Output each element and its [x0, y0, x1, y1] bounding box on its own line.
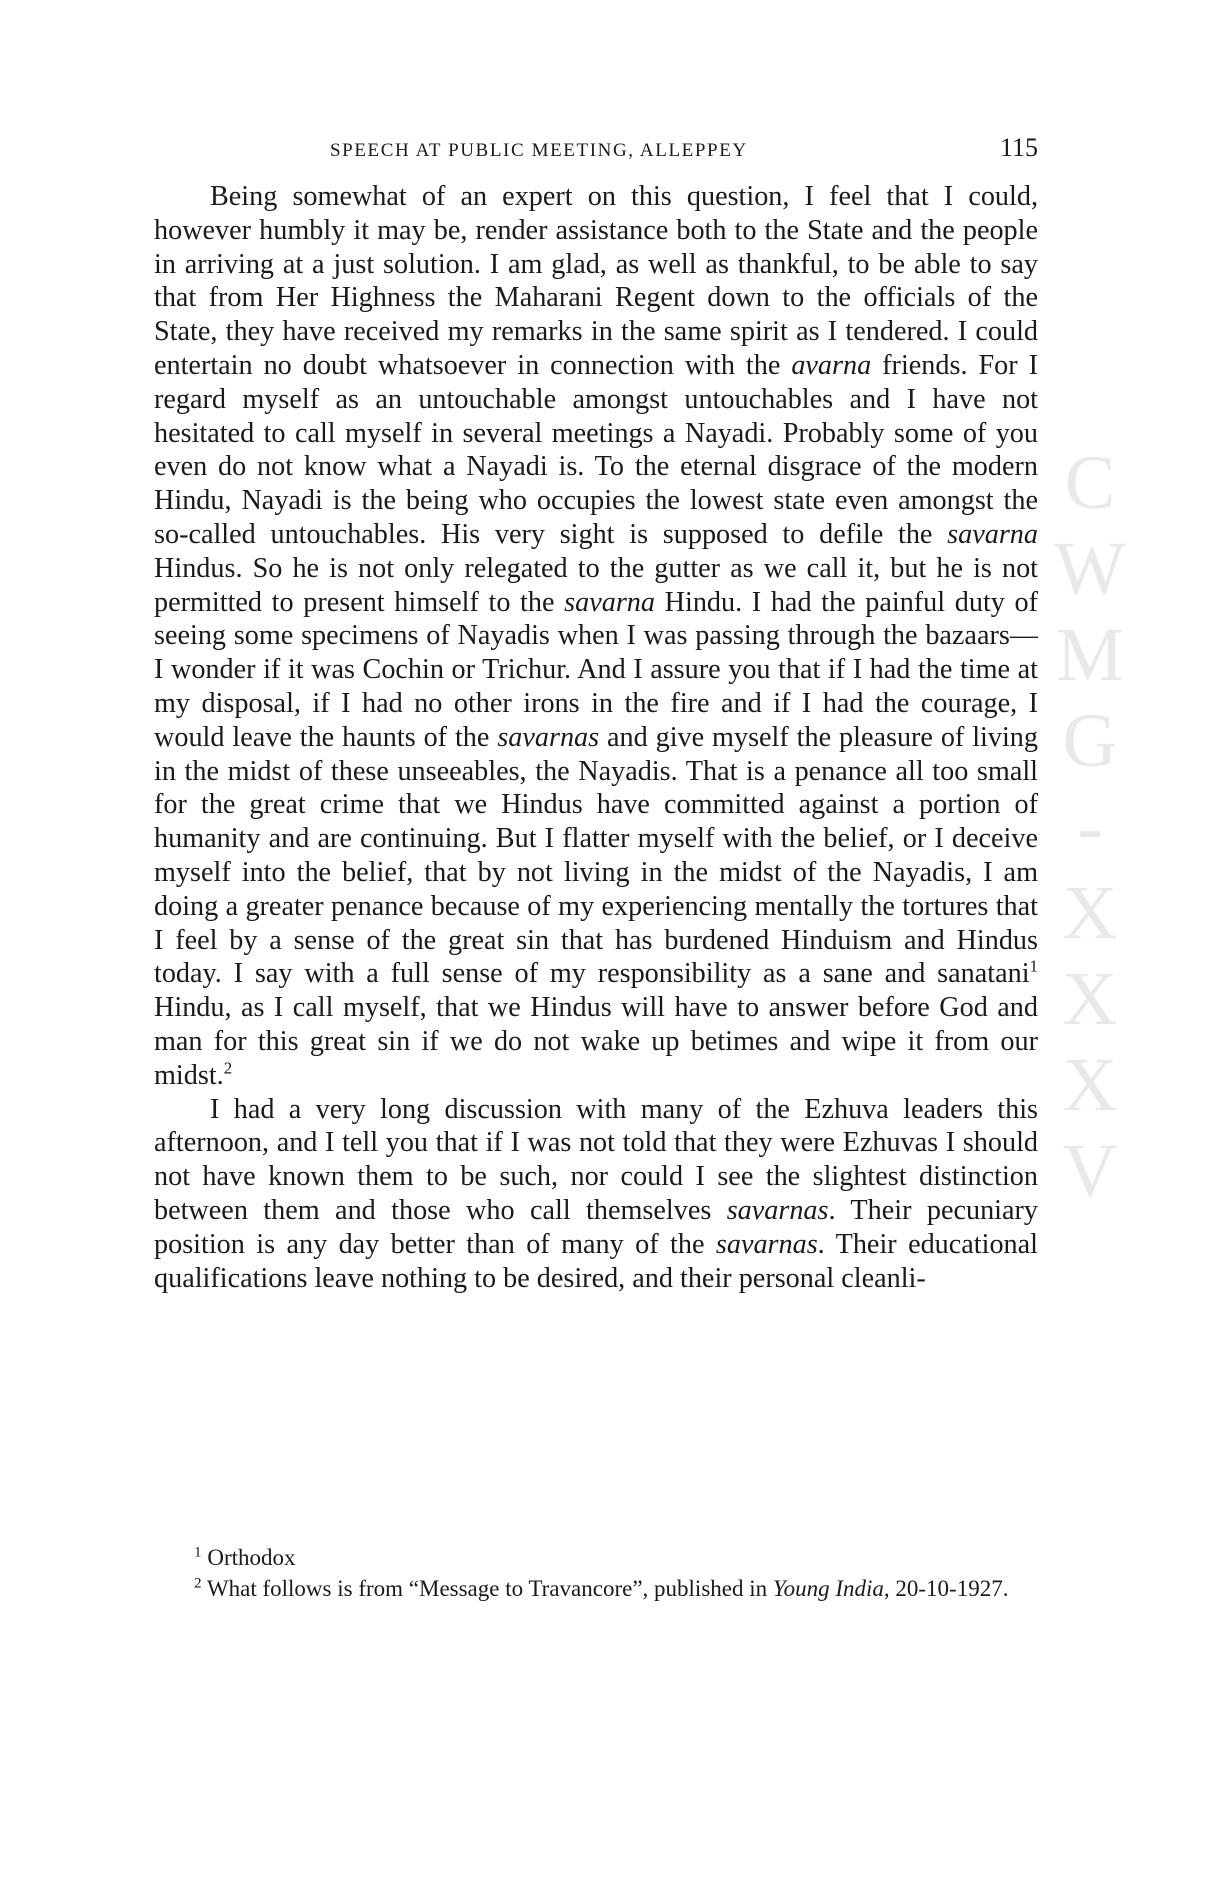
- text-run: friends. For I regard myself as an untouchable amongst untouchables and I have not hesitated to call myself in several meetings a Nayadi. Probably some of you even do not know what a Nayadi is. To the eternal disgrace of the modern Hindu, Nayadi is the being who occupies the lowest state even amongst the so-called untouchables. His very sight is supposed to defile the: [154, 349, 1038, 550]
- body-text: [154, 180, 1038, 1295]
- watermark-letter: G: [1062, 699, 1118, 783]
- footnote-1: [154, 1542, 1038, 1573]
- italic-term: savarna: [564, 586, 655, 618]
- italic-term: savarnas: [715, 1228, 818, 1260]
- footnote-ref: 1: [1029, 956, 1038, 976]
- italic-term: avarna: [791, 349, 872, 381]
- paragraph: [154, 1093, 1038, 1296]
- footnote-marker: 1: [194, 1543, 202, 1561]
- watermark-letter: X: [1062, 871, 1118, 955]
- text-run: Hindus. So he is not only relegated to the gutter as we call it, but he is not permitted to present himself to the: [154, 552, 1038, 618]
- watermark: [1050, 440, 1130, 1214]
- italic-term: savarna: [947, 518, 1038, 550]
- footnote-text: Orthodox: [201, 1545, 296, 1570]
- italic-term: savarnas: [726, 1194, 829, 1226]
- italic-term: savarnas: [497, 721, 600, 753]
- footnote-text: , 20-10-1927.: [883, 1576, 1009, 1601]
- watermark-letter: V: [1062, 1129, 1118, 1213]
- watermark-letter: C: [1064, 441, 1116, 525]
- watermark-letter: X: [1062, 1043, 1118, 1127]
- running-head: [154, 133, 1038, 173]
- watermark-letter: W: [1054, 527, 1126, 611]
- footnote-ref: 2: [223, 1058, 233, 1078]
- text-run: Hindu, as I call myself, that we Hindus will have to answer before God and man for this great sin if we do not wake up betimes and wipe it from our midst.: [154, 992, 1038, 1091]
- watermark-letter: -: [1077, 785, 1103, 869]
- footnote-text: What follows is from “Message to Travancore”, published in: [201, 1576, 773, 1601]
- footnote-2: [154, 1573, 1038, 1604]
- text-run: . Their pecuniary position is any day better than of many of the: [154, 1194, 1038, 1260]
- italic-term: Young India: [772, 1576, 884, 1601]
- text-run: I had a very long discussion with many of the Ezhuva leaders this afternoon, and I tell you that if I was not told that they were Ezhuvas I should not have known them to be such, nor could I see the slightest distinction between them and those who call themselves: [154, 1093, 1038, 1226]
- footnote-marker: 2: [194, 1574, 202, 1592]
- text-run: Hindu. I had the painful duty of seeing some specimens of Nayadis when I was passing through the bazaars—I wonder if it was Cochin or Trichur. And I assure you that if I had the time at my disposal, if I had no other irons in the fire and if I had the courage, I would leave the haunts of the: [154, 586, 1038, 753]
- footnotes: [154, 1542, 1038, 1604]
- text-run: and give myself the pleasure of living in the midst of these unseeables, the Nayadis. That is a penance all too small for the great crime that we Hindus have committed against a portion of humanity and are continuing. But I flatter myself with the belief, or I deceive myself into the belief, that by not living in the midst of the Nayadis, I am doing a greater penance because of my experiencing mentally the tortures that I feel by a sense of the great sin that has burdened Hinduism and Hindus today. I say with a full sense of my responsibility as a sane and sanatani: [154, 721, 1038, 990]
- page-number: 115: [999, 133, 1038, 162]
- text-run: . Their educational qualifications leave nothing to be desired, and their personal cleanli-: [154, 1228, 1038, 1294]
- watermark-letter: M: [1056, 613, 1124, 697]
- paragraph: [154, 180, 1038, 1093]
- text-run: Being somewhat of an expert on this question, I feel that I could, however humbly it may be, render assistance both to the State and the people in arriving at a just solution. I am glad, as well as thankful, to be able to say that from Her Highness the Maharani Regent down to the officials of the State, they have received my remarks in the same spirit as I tendered. I could entertain no doubt whatsoever in connection with the: [154, 181, 1038, 381]
- running-title: SPEECH AT PUBLIC MEETING, ALLEPPEY: [330, 140, 748, 161]
- watermark-letter: X: [1062, 957, 1118, 1041]
